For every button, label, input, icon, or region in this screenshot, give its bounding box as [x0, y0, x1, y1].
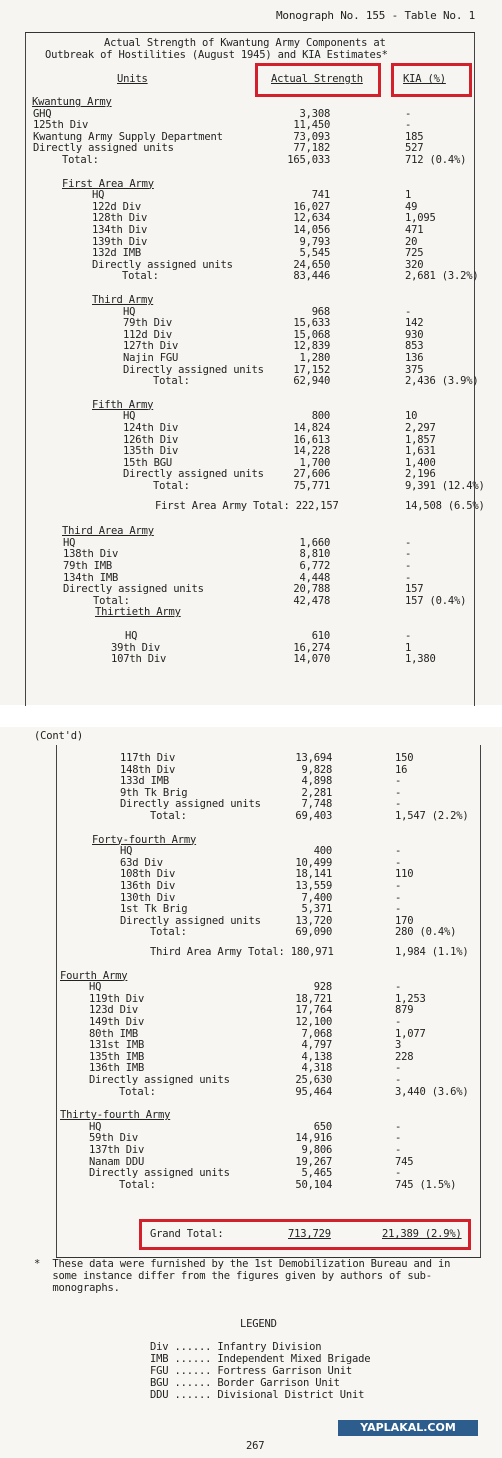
left-border-1: [25, 32, 26, 706]
row-label: Total:: [153, 480, 190, 492]
row-kia: -: [405, 630, 412, 642]
row-strength: 4,797: [301, 1039, 333, 1052]
row-kia: -: [395, 891, 402, 904]
row-strength: 17,152: [293, 363, 331, 376]
row-strength: 7,068: [301, 1027, 333, 1040]
row-label: 132d IMB: [92, 247, 141, 260]
row-kia: -: [395, 880, 402, 892]
row-kia: -: [405, 119, 412, 132]
row-kia: -: [395, 845, 402, 858]
row-strength: 12,634: [293, 212, 331, 225]
row-kia: 10: [405, 410, 418, 423]
row-strength: 24,650: [293, 258, 331, 271]
row-kia: 320: [405, 258, 424, 271]
row-strength: 4,898: [301, 775, 333, 788]
row-label: Fifth Army: [92, 398, 154, 411]
row-kia: 745: [395, 1155, 414, 1168]
row-label: 134th IMB: [63, 571, 119, 584]
row-kia: -: [405, 536, 412, 549]
row-label: HQ: [92, 189, 105, 202]
row-label: Najin FGU: [123, 352, 179, 364]
row-kia: 1,095: [405, 212, 436, 225]
row-kia: 1,253: [395, 992, 426, 1005]
row-kia: 2,436 (3.9%): [405, 375, 479, 388]
row-kia: -: [395, 1167, 402, 1180]
row-kia: 1,400: [405, 456, 436, 469]
row-kia: -: [395, 1062, 402, 1075]
row-kia: 2,297: [405, 422, 436, 434]
row-kia: 1,380: [405, 653, 436, 666]
row-label: 136th Div: [120, 880, 176, 892]
row-label: Total:: [150, 926, 187, 939]
row-label: Directly assigned units: [123, 468, 264, 481]
row-label: Thirty-fourth Army: [60, 1109, 171, 1122]
row-kia: 1: [405, 641, 412, 654]
row-label: 9th Tk Brig: [120, 786, 188, 799]
monograph-title: Monograph No. 155 - Table No. 1: [276, 9, 476, 22]
row-kia: 930: [405, 328, 424, 341]
row-label: Directly assigned units: [120, 798, 261, 811]
row-label: Total:: [122, 270, 159, 283]
row-label: 135th Div: [123, 445, 179, 458]
row-kia: 110: [395, 868, 414, 881]
row-label: 136th IMB: [89, 1062, 145, 1075]
row-label: 15th BGU: [123, 456, 172, 469]
grand-total-strength: 713,729: [288, 1228, 331, 1240]
row-label: Total:: [62, 154, 99, 166]
row-label: Total:: [93, 594, 130, 607]
row-kia: -: [395, 981, 402, 994]
row-strength: 18,721: [295, 992, 333, 1005]
row-label: 138th Div: [63, 548, 119, 561]
row-kia: 157: [405, 583, 424, 596]
column-header-kia: KIA (%): [403, 73, 446, 85]
row-kia: 1,857: [405, 433, 436, 446]
row-strength: 19,267: [295, 1155, 333, 1168]
row-strength: 69,403: [295, 810, 333, 822]
row-label: 149th Div: [89, 1016, 145, 1028]
row-strength: 12,839: [293, 340, 331, 353]
row-label: First Area Army Total: 222,157: [155, 499, 339, 512]
row-strength: 9,828: [301, 763, 333, 776]
row-kia: 725: [405, 247, 424, 260]
row-kia: 471: [405, 224, 424, 236]
row-label: 148th Div: [120, 763, 176, 776]
row-label: Directly assigned units: [89, 1167, 230, 1180]
row-strength: 5,371: [301, 903, 333, 916]
row-strength: 8,810: [299, 548, 331, 561]
row-label: 123d Div: [89, 1004, 138, 1017]
row-strength: 13,559: [295, 880, 333, 892]
row-label: 131st IMB: [89, 1039, 145, 1052]
row-kia: 142: [405, 317, 424, 330]
row-label: 108th Div: [120, 868, 176, 881]
row-kia: -: [405, 571, 412, 584]
row-label: 127th Div: [123, 340, 179, 353]
row-label: HQ: [123, 305, 136, 318]
row-label: 79th IMB: [63, 560, 112, 572]
row-kia: -: [395, 1132, 402, 1145]
legend-item: BGU ...... Border Garrison Unit: [150, 1377, 340, 1389]
row-strength: 16,027: [293, 200, 331, 213]
row-strength: 17,764: [295, 1004, 333, 1017]
row-kia: 1,631: [405, 445, 436, 458]
row-label: Third Area Army Total: 180,971: [150, 946, 334, 958]
grand-total-label: Grand Total:: [150, 1228, 224, 1240]
row-strength: 62,940: [293, 375, 331, 388]
row-kia: -: [395, 775, 402, 788]
row-label: Directly assigned units: [89, 1074, 230, 1086]
row-strength: 14,056: [293, 224, 331, 236]
row-label: 59th Div: [89, 1132, 138, 1145]
row-label: Kwantung Army Supply Department: [33, 130, 223, 143]
right-border-1: [474, 32, 475, 706]
row-strength: 20,788: [293, 583, 331, 596]
row-label: 117th Div: [120, 752, 176, 764]
row-label: 124th Div: [123, 422, 179, 434]
row-label: HQ: [89, 981, 102, 994]
row-kia: 228: [395, 1050, 414, 1063]
row-label: HQ: [123, 410, 136, 423]
watermark-logo: YAPLAKAL.COM: [338, 1420, 478, 1436]
row-kia: 3,440 (3.6%): [395, 1085, 469, 1098]
column-header-units: Units: [117, 73, 148, 85]
row-strength: 77,182: [293, 142, 331, 155]
table-title-line1: Actual Strength of Kwantung Army Components at: [104, 37, 386, 49]
row-label: Directly assigned units: [92, 258, 233, 271]
row-strength: 928: [313, 981, 333, 994]
right-border-2: [480, 745, 481, 1258]
row-kia: 1: [405, 189, 412, 202]
row-label: 63d Div: [120, 856, 163, 869]
row-label: 134th Div: [92, 224, 148, 236]
legend-item: Div ...... Infantry Division: [150, 1341, 322, 1353]
row-kia: 20: [405, 235, 418, 248]
legend-item: DDU ...... Divisional District Unit: [150, 1389, 365, 1401]
row-label: Third Army: [92, 294, 154, 306]
row-kia: 170: [395, 914, 414, 927]
row-strength: 10,499: [295, 856, 333, 869]
row-label: 39th Div: [111, 641, 160, 654]
row-kia: 3: [395, 1039, 402, 1052]
row-label: Directly assigned units: [33, 142, 174, 155]
row-kia: 2,681 (3.2%): [405, 270, 479, 283]
row-label: HQ: [125, 630, 138, 642]
row-strength: 9,793: [299, 235, 331, 248]
left-border-2: [56, 745, 57, 1258]
row-strength: 15,633: [293, 317, 331, 330]
row-kia: 14,508 (6.5%): [405, 499, 485, 512]
legend-item: IMB ...... Independent Mixed Brigade: [150, 1353, 371, 1365]
row-strength: 50,104: [295, 1178, 333, 1191]
row-strength: 18,141: [295, 868, 333, 881]
row-strength: 42,478: [293, 594, 331, 607]
row-strength: 400: [313, 845, 333, 858]
row-label: Fourth Army: [60, 969, 128, 982]
row-label: 122d Div: [92, 200, 141, 213]
row-kia: 879: [395, 1004, 414, 1017]
row-label: First Area Army: [62, 177, 154, 190]
row-label: Total:: [119, 1178, 156, 1191]
row-strength: 13,720: [295, 914, 333, 927]
row-kia: -: [395, 798, 402, 811]
row-strength: 1,660: [299, 536, 331, 549]
row-kia: -: [395, 856, 402, 869]
top-border: [25, 32, 475, 33]
continued-label: (Cont'd): [34, 730, 83, 742]
footnote-line3: monographs.: [34, 1282, 120, 1294]
row-label: GHQ: [33, 107, 52, 120]
row-label: Forty-fourth Army: [92, 833, 197, 846]
row-strength: 73,093: [293, 130, 331, 143]
row-strength: 95,464: [295, 1085, 333, 1098]
column-header-strength: Actual Strength: [271, 73, 363, 85]
highlight-grand-total-box: [139, 1219, 471, 1250]
row-label: 133d IMB: [120, 775, 169, 788]
row-label: 128th Div: [92, 212, 148, 225]
row-kia: -: [395, 1074, 402, 1086]
row-kia: -: [395, 786, 402, 799]
row-kia: 853: [405, 340, 424, 353]
row-kia: 745 (1.5%): [395, 1178, 457, 1191]
row-kia: 712 (0.4%): [405, 154, 467, 166]
row-strength: 610: [311, 630, 331, 642]
row-label: 126th Div: [123, 433, 179, 446]
row-strength: 800: [311, 410, 331, 423]
row-strength: 5,545: [299, 247, 331, 260]
row-kia: -: [395, 903, 402, 916]
row-label: 139th Div: [92, 235, 148, 248]
row-kia: 1,077: [395, 1027, 426, 1040]
row-label: Kwantung Army: [32, 96, 112, 108]
footnote-line1: * These data were furnished by the 1st Demobilization Bureau and in: [34, 1258, 451, 1270]
row-label: Directly assigned units: [120, 914, 261, 927]
row-strength: 4,138: [301, 1050, 333, 1063]
row-strength: 69,090: [295, 926, 333, 939]
row-kia: 1,984 (1.1%): [395, 946, 469, 958]
row-strength: 14,070: [293, 653, 331, 666]
row-strength: 741: [311, 189, 331, 202]
row-strength: 1,280: [299, 352, 331, 364]
legend-item: FGU ...... Fortress Garrison Unit: [150, 1365, 353, 1377]
row-strength: 2,281: [301, 786, 333, 799]
row-label: Total:: [153, 375, 190, 388]
row-kia: 527: [405, 142, 424, 155]
page-number: 267: [246, 1440, 265, 1452]
row-strength: 7,748: [301, 798, 333, 811]
row-strength: 4,318: [301, 1062, 333, 1075]
row-label: 135th IMB: [89, 1050, 145, 1063]
row-label: HQ: [63, 536, 76, 549]
row-label: 112d Div: [123, 328, 172, 341]
row-kia: 136: [405, 352, 424, 364]
row-strength: 16,274: [293, 641, 331, 654]
row-label: 130th Div: [120, 891, 176, 904]
row-kia: -: [405, 305, 412, 318]
row-kia: 280 (0.4%): [395, 926, 457, 939]
row-strength: 650: [313, 1120, 333, 1133]
row-strength: 165,033: [287, 154, 331, 166]
row-kia: -: [405, 560, 412, 572]
highlight-strength-box: [255, 63, 381, 97]
row-label: 137th Div: [89, 1144, 145, 1156]
row-kia: 9,391 (12.4%): [405, 480, 485, 492]
row-label: Third Area Army: [62, 525, 154, 538]
row-kia: -: [405, 548, 412, 561]
row-strength: 15,068: [293, 328, 331, 341]
row-kia: 16: [395, 763, 408, 776]
row-label: Directly assigned units: [63, 583, 204, 596]
row-label: Total:: [150, 810, 187, 822]
row-strength: 13,694: [295, 752, 333, 764]
row-strength: 27,606: [293, 468, 331, 481]
row-strength: 968: [311, 305, 331, 318]
row-kia: 150: [395, 752, 414, 764]
row-label: Nanam DDU: [89, 1155, 145, 1168]
row-label: 107th Div: [111, 653, 167, 666]
row-strength: 7,400: [301, 891, 333, 904]
row-kia: -: [395, 1144, 402, 1156]
footnote-line2: some instance differ from the figures given by authors of sub-: [34, 1270, 432, 1282]
grand-total-kia: 21,389 (2.9%): [382, 1228, 462, 1240]
row-strength: 9,806: [301, 1144, 333, 1156]
row-kia: 1,547 (2.2%): [395, 810, 469, 822]
row-strength: 6,772: [299, 560, 331, 572]
row-label: Directly assigned units: [123, 363, 264, 376]
row-strength: 11,450: [293, 119, 331, 132]
row-label: 119th Div: [89, 992, 145, 1005]
row-label: Thirtieth Army: [95, 606, 181, 619]
highlight-kia-box: [391, 63, 472, 97]
row-strength: 1,700: [299, 456, 331, 469]
row-label: HQ: [89, 1120, 102, 1133]
row-strength: 3,308: [299, 107, 331, 120]
row-label: 80th IMB: [89, 1027, 138, 1040]
row-kia: 157 (0.4%): [405, 594, 467, 607]
row-strength: 5,465: [301, 1167, 333, 1180]
row-strength: 4,448: [299, 571, 331, 584]
row-kia: 2,196: [405, 468, 436, 481]
row-strength: 14,916: [295, 1132, 333, 1145]
row-kia: -: [395, 1120, 402, 1133]
page-gap: [0, 705, 502, 727]
row-label: Total:: [119, 1085, 156, 1098]
table-title-line2: Outbreak of Hostilities (August 1945) and KIA Estimates*: [45, 49, 388, 61]
row-kia: 375: [405, 363, 424, 376]
row-strength: 75,771: [293, 480, 331, 492]
row-kia: 49: [405, 200, 418, 213]
row-strength: 12,100: [295, 1016, 333, 1028]
row-label: 125th Div: [33, 119, 89, 132]
legend-title: LEGEND: [240, 1318, 277, 1330]
row-strength: 16,613: [293, 433, 331, 446]
row-strength: 14,228: [293, 445, 331, 458]
row-kia: 185: [405, 130, 424, 143]
row-strength: 83,446: [293, 270, 331, 283]
row-label: 1st Tk Brig: [120, 903, 188, 916]
row-label: HQ: [120, 845, 133, 858]
row-kia: -: [395, 1016, 402, 1028]
row-kia: -: [405, 107, 412, 120]
row-strength: 25,630: [295, 1074, 333, 1086]
row-strength: 14,824: [293, 422, 331, 434]
row-label: 79th Div: [123, 317, 172, 330]
